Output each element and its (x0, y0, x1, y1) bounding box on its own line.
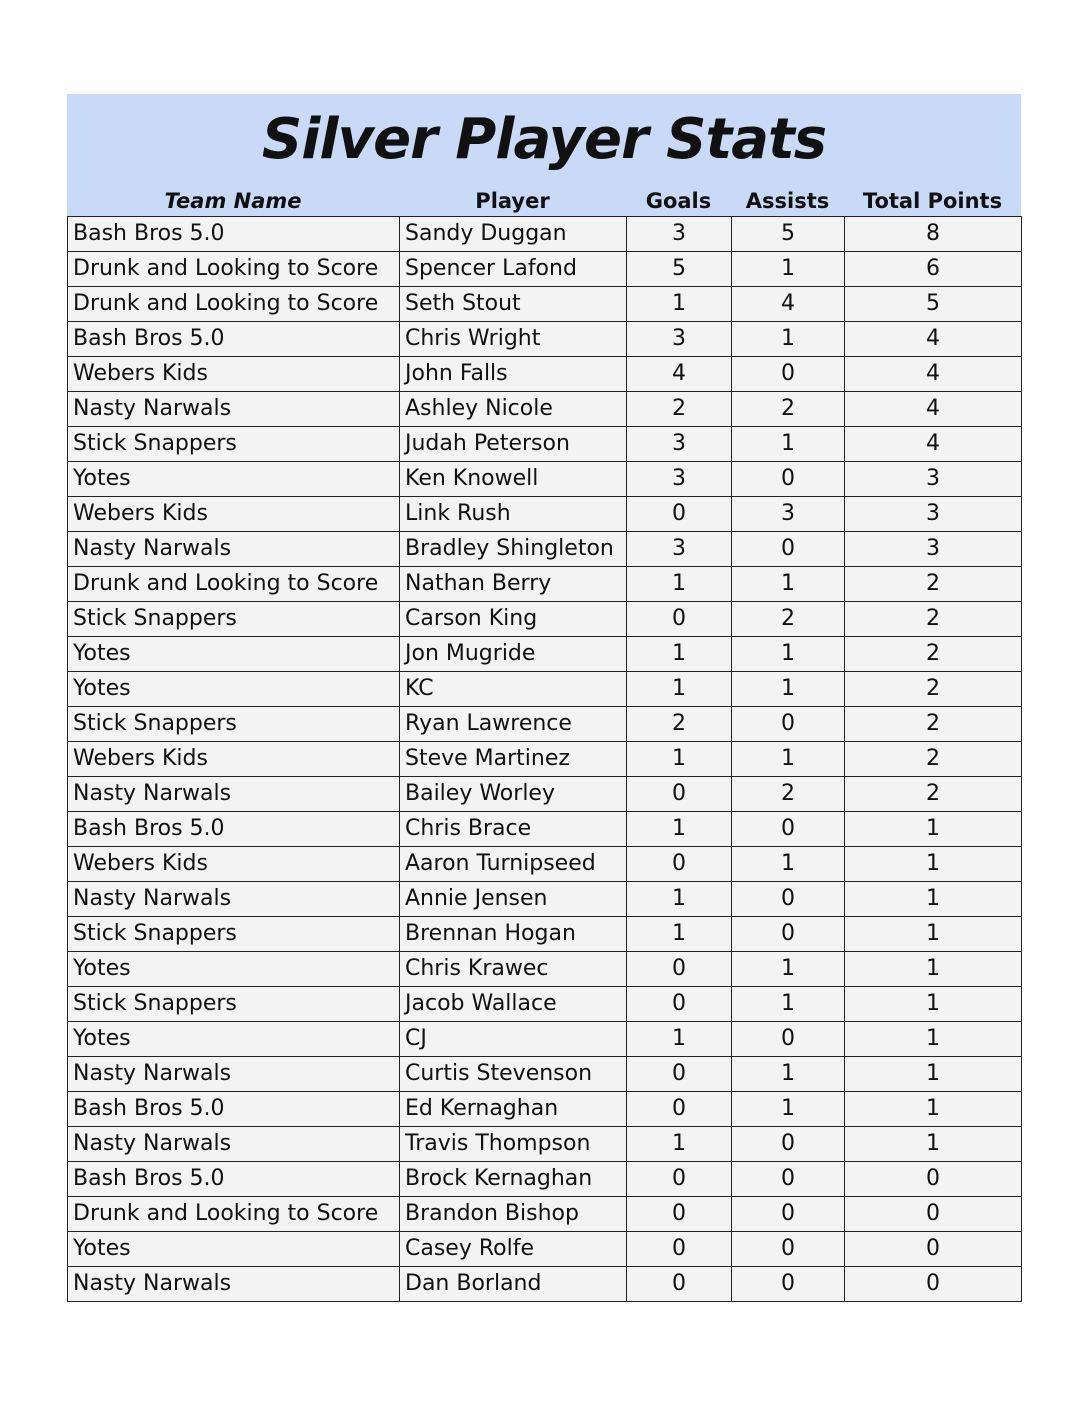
player-cell: Brandon Bishop (400, 1197, 627, 1232)
table-row (68, 1022, 1022, 1057)
table-row (68, 1197, 1022, 1232)
goals-cell: 1 (627, 287, 732, 322)
team-cell: Yotes (68, 952, 400, 987)
team-cell: Bash Bros 5.0 (68, 812, 400, 847)
team-cell: Stick Snappers (68, 707, 400, 742)
total-points-cell: 1 (845, 812, 1022, 847)
assists-cell: 1 (732, 637, 845, 672)
team-cell: Nasty Narwals (68, 1267, 400, 1302)
total-points-cell: 2 (845, 567, 1022, 602)
assists-cell: 0 (732, 357, 845, 392)
stats-table-body (68, 217, 1022, 1302)
assists-cell: 5 (732, 217, 845, 252)
assists-cell: 1 (732, 987, 845, 1022)
player-cell: Curtis Stevenson (400, 1057, 627, 1092)
goals-cell: 2 (627, 707, 732, 742)
header-table (67, 186, 1021, 214)
assists-cell: 0 (732, 1162, 845, 1197)
player-cell: CJ (400, 1022, 627, 1057)
total-points-cell: 1 (845, 1022, 1022, 1057)
table-row (68, 462, 1022, 497)
table-row (68, 567, 1022, 602)
assists-cell: 0 (732, 1127, 845, 1162)
total-points-cell: 1 (845, 987, 1022, 1022)
table-row (68, 427, 1022, 462)
player-cell: Judah Peterson (400, 427, 627, 462)
assists-cell: 0 (732, 707, 845, 742)
team-cell: Stick Snappers (68, 602, 400, 637)
team-cell: Yotes (68, 637, 400, 672)
player-cell: Ken Knowell (400, 462, 627, 497)
table-row (68, 1267, 1022, 1302)
team-cell: Yotes (68, 1022, 400, 1057)
team-cell: Nasty Narwals (68, 532, 400, 567)
total-points-cell: 4 (845, 392, 1022, 427)
total-points-cell: 4 (845, 322, 1022, 357)
table-row (68, 532, 1022, 567)
team-cell: Webers Kids (68, 847, 400, 882)
total-points-cell: 3 (845, 462, 1022, 497)
goals-cell: 1 (627, 637, 732, 672)
team-cell: Yotes (68, 1232, 400, 1267)
team-cell: Bash Bros 5.0 (68, 1092, 400, 1127)
assists-cell: 1 (732, 567, 845, 602)
assists-cell: 0 (732, 532, 845, 567)
player-cell: Chris Wright (400, 322, 627, 357)
table-row (68, 812, 1022, 847)
goals-cell: 3 (627, 217, 732, 252)
assists-cell: 1 (732, 1092, 845, 1127)
goals-cell: 0 (627, 777, 732, 812)
player-cell: Chris Krawec (400, 952, 627, 987)
player-cell: Brennan Hogan (400, 917, 627, 952)
goals-cell: 0 (627, 602, 732, 637)
total-points-cell: 4 (845, 427, 1022, 462)
team-cell: Webers Kids (68, 742, 400, 777)
page-title: Silver Player Stats (261, 107, 827, 172)
total-points-cell: 0 (845, 1232, 1022, 1267)
table-row (68, 672, 1022, 707)
goals-cell: 0 (627, 847, 732, 882)
table-row (68, 637, 1022, 672)
player-cell: Jacob Wallace (400, 987, 627, 1022)
player-cell: Bailey Worley (400, 777, 627, 812)
table-row (68, 707, 1022, 742)
table-row (68, 497, 1022, 532)
team-cell: Bash Bros 5.0 (68, 322, 400, 357)
goals-cell: 0 (627, 1197, 732, 1232)
player-cell: Jon Mugride (400, 637, 627, 672)
goals-cell: 0 (627, 497, 732, 532)
player-cell: John Falls (400, 357, 627, 392)
column-header-player: Player (475, 189, 550, 213)
table-row (68, 952, 1022, 987)
player-cell: Ed Kernaghan (400, 1092, 627, 1127)
table-row (68, 987, 1022, 1022)
goals-cell: 5 (627, 252, 732, 287)
table-row (68, 742, 1022, 777)
table-row (68, 847, 1022, 882)
total-points-cell: 2 (845, 637, 1022, 672)
assists-cell: 0 (732, 917, 845, 952)
table-row (68, 1162, 1022, 1197)
player-cell: Spencer Lafond (400, 252, 627, 287)
total-points-cell: 0 (845, 1162, 1022, 1197)
table-row (68, 917, 1022, 952)
goals-cell: 3 (627, 322, 732, 357)
stats-sheet (67, 94, 1021, 1296)
total-points-cell: 1 (845, 952, 1022, 987)
table-row (68, 322, 1022, 357)
assists-cell: 1 (732, 847, 845, 882)
table-row (68, 357, 1022, 392)
table-row (68, 392, 1022, 427)
player-cell: Brock Kernaghan (400, 1162, 627, 1197)
table-row (68, 252, 1022, 287)
team-cell: Drunk and Looking to Score (68, 567, 400, 602)
total-points-cell: 6 (845, 252, 1022, 287)
column-header-row (67, 186, 1021, 214)
player-cell: Ryan Lawrence (400, 707, 627, 742)
assists-cell: 1 (732, 672, 845, 707)
table-row (68, 882, 1022, 917)
assists-cell: 2 (732, 392, 845, 427)
assists-cell: 0 (732, 1267, 845, 1302)
player-cell: Steve Martinez (400, 742, 627, 777)
total-points-cell: 1 (845, 847, 1022, 882)
table-row (68, 287, 1022, 322)
assists-cell: 0 (732, 812, 845, 847)
team-cell: Stick Snappers (68, 427, 400, 462)
total-points-cell: 0 (845, 1267, 1022, 1302)
goals-cell: 0 (627, 987, 732, 1022)
team-cell: Yotes (68, 462, 400, 497)
goals-cell: 4 (627, 357, 732, 392)
player-cell: Sandy Duggan (400, 217, 627, 252)
total-points-cell: 2 (845, 672, 1022, 707)
total-points-cell: 2 (845, 777, 1022, 812)
assists-cell: 1 (732, 952, 845, 987)
goals-cell: 3 (627, 462, 732, 497)
player-cell: Annie Jensen (400, 882, 627, 917)
team-cell: Bash Bros 5.0 (68, 217, 400, 252)
team-cell: Nasty Narwals (68, 882, 400, 917)
table-row (68, 1057, 1022, 1092)
total-points-cell: 1 (845, 1127, 1022, 1162)
total-points-cell: 4 (845, 357, 1022, 392)
total-points-cell: 2 (845, 602, 1022, 637)
goals-cell: 1 (627, 812, 732, 847)
goals-cell: 1 (627, 882, 732, 917)
assists-cell: 0 (732, 882, 845, 917)
goals-cell: 1 (627, 567, 732, 602)
team-cell: Drunk and Looking to Score (68, 252, 400, 287)
table-row (68, 1127, 1022, 1162)
assists-cell: 0 (732, 462, 845, 497)
goals-cell: 0 (627, 1162, 732, 1197)
assists-cell: 2 (732, 602, 845, 637)
total-points-cell: 1 (845, 1057, 1022, 1092)
team-cell: Nasty Narwals (68, 1127, 400, 1162)
goals-cell: 0 (627, 1092, 732, 1127)
player-cell: Ashley Nicole (400, 392, 627, 427)
team-cell: Nasty Narwals (68, 392, 400, 427)
assists-cell: 3 (732, 497, 845, 532)
total-points-cell: 0 (845, 1197, 1022, 1232)
assists-cell: 4 (732, 287, 845, 322)
assists-cell: 0 (732, 1232, 845, 1267)
player-cell: Dan Borland (400, 1267, 627, 1302)
total-points-cell: 1 (845, 917, 1022, 952)
player-cell: Seth Stout (400, 287, 627, 322)
goals-cell: 1 (627, 1127, 732, 1162)
team-cell: Nasty Narwals (68, 777, 400, 812)
assists-cell: 0 (732, 1197, 845, 1232)
assists-cell: 1 (732, 252, 845, 287)
team-cell: Drunk and Looking to Score (68, 287, 400, 322)
player-cell: Bradley Shingleton (400, 532, 627, 567)
goals-cell: 2 (627, 392, 732, 427)
player-cell: Aaron Turnipseed (400, 847, 627, 882)
column-header-total: Total Points (862, 189, 1003, 213)
table-row (68, 217, 1022, 252)
team-cell: Stick Snappers (68, 917, 400, 952)
total-points-cell: 1 (845, 1092, 1022, 1127)
total-points-cell: 1 (845, 882, 1022, 917)
player-cell: Nathan Berry (400, 567, 627, 602)
goals-cell: 1 (627, 672, 732, 707)
goals-cell: 0 (627, 1057, 732, 1092)
stats-table (67, 216, 1022, 1302)
team-cell: Nasty Narwals (68, 1057, 400, 1092)
total-points-cell: 2 (845, 707, 1022, 742)
player-cell: Link Rush (400, 497, 627, 532)
player-cell: KC (400, 672, 627, 707)
total-points-cell: 8 (845, 217, 1022, 252)
table-row (68, 1092, 1022, 1127)
table-row (68, 1232, 1022, 1267)
table-row (68, 777, 1022, 812)
goals-cell: 0 (627, 1267, 732, 1302)
player-cell: Carson King (400, 602, 627, 637)
assists-cell: 1 (732, 427, 845, 462)
assists-cell: 1 (732, 742, 845, 777)
team-cell: Stick Snappers (68, 987, 400, 1022)
assists-cell: 2 (732, 777, 845, 812)
table-row (68, 602, 1022, 637)
column-header-team: Team Name (164, 189, 302, 213)
goals-cell: 3 (627, 532, 732, 567)
team-cell: Webers Kids (68, 357, 400, 392)
goals-cell: 1 (627, 917, 732, 952)
goals-cell: 1 (627, 1022, 732, 1057)
team-cell: Yotes (68, 672, 400, 707)
column-header-goals: Goals (645, 189, 712, 213)
player-cell: Chris Brace (400, 812, 627, 847)
title-banner (67, 94, 1021, 216)
total-points-cell: 3 (845, 532, 1022, 567)
team-cell: Bash Bros 5.0 (68, 1162, 400, 1197)
total-points-cell: 5 (845, 287, 1022, 322)
team-cell: Drunk and Looking to Score (68, 1197, 400, 1232)
goals-cell: 1 (627, 742, 732, 777)
assists-cell: 1 (732, 322, 845, 357)
goals-cell: 3 (627, 427, 732, 462)
total-points-cell: 2 (845, 742, 1022, 777)
assists-cell: 0 (732, 1022, 845, 1057)
player-cell: Casey Rolfe (400, 1232, 627, 1267)
goals-cell: 0 (627, 952, 732, 987)
goals-cell: 0 (627, 1232, 732, 1267)
assists-cell: 1 (732, 1057, 845, 1092)
team-cell: Webers Kids (68, 497, 400, 532)
total-points-cell: 3 (845, 497, 1022, 532)
player-cell: Travis Thompson (400, 1127, 627, 1162)
column-header-assists: Assists (745, 189, 830, 213)
